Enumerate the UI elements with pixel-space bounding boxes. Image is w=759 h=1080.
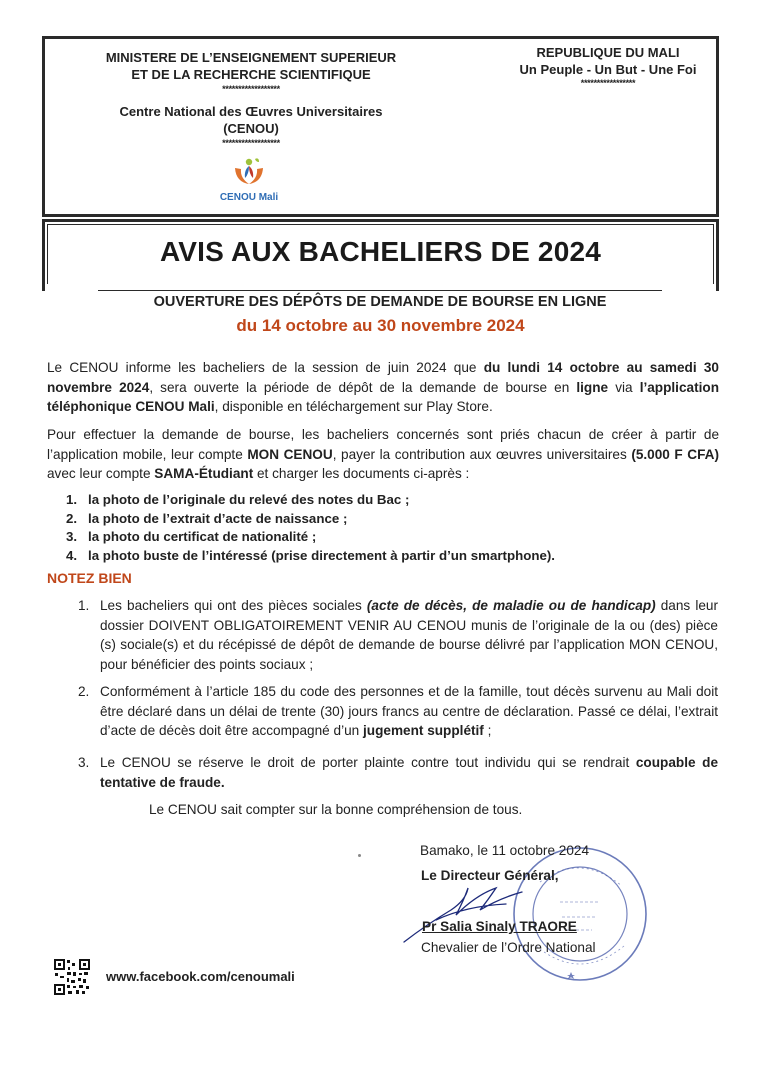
republic-block [498, 44, 718, 88]
p2-bold-2: (5.000 F CFA) [631, 446, 719, 462]
ministry-stars: ****************** [222, 84, 280, 94]
list-item-text: la photo de l’originale du relevé des notes du Bac ; [88, 492, 410, 507]
list-item-number: 2. [66, 510, 78, 526]
note-2-text-2: ; [483, 723, 492, 738]
list-item-number: 3. [66, 529, 78, 544]
p2-bold-3: SAMA-Étudiant [154, 466, 254, 481]
p1-bold-2: ligne [576, 379, 609, 395]
list-item [66, 510, 706, 529]
p2-text-4: et charger les documents ci-après : [253, 466, 470, 481]
note-2-bold: jugement supplétif [363, 723, 484, 738]
note-text [100, 596, 718, 674]
list-item-number: 4. [66, 547, 78, 563]
cenou-logo-icon [232, 156, 266, 186]
list-item [66, 491, 706, 510]
note-text [100, 753, 718, 792]
note-1-text-2: dans leur dossier DOIVENT OBLIGATOIREMENT VENIR AU CENOU munis de l’originale de la ou (des) pièce (s) sociale(s) et du récépissé de dépôt de demande de bourse délivré par l’application MON CENOU, pour bénéficier des points sociaux ; [100, 598, 718, 672]
note-2-text-1: Conformément à l’article 185 du code des personnes et de la famille, tout décès survenu au Mali doit être déclaré dans un délai de trente (30) jours francs au centre de déclaration. Passé ce délai, l’extrait d’acte de décès doit être accompagné d’un [100, 684, 718, 738]
paragraph-2 [47, 425, 719, 484]
p1-text-1: Le CENOU informe les bacheliers de la session de juin 2024 que [47, 360, 484, 375]
note-2 [78, 682, 718, 741]
list-item [66, 528, 706, 547]
note-1-text-1: Les bacheliers qui ont des pièces sociales [100, 598, 367, 613]
note-number: 3. [78, 755, 90, 770]
note-3-text-1: Le CENOU se réserve le droit de porter plainte contre tout individu qui se rendrait [100, 755, 636, 770]
republic-name: REPUBLIQUE DU MALI [536, 45, 680, 60]
p2-text-3: avec leur compte [47, 466, 155, 481]
p2-bold-1: MON CENOU [247, 446, 333, 462]
note-3 [78, 753, 718, 792]
note-1 [78, 596, 718, 674]
p1-bold-3: l’application téléphonique CENOU Mali [47, 379, 719, 414]
centre-name: Centre National des Œuvres Universitaires [119, 104, 383, 119]
qr-code-icon [53, 958, 91, 996]
note-number: 2. [78, 684, 90, 699]
p2-text-1: Pour effectuer la demande de bourse, les bacheliers concernés sont priés chacun de créer à partir de l’application mobile, leur compte [47, 427, 719, 462]
ministry-line-1: MINISTERE DE L’ENSEIGNEMENT SUPERIEUR [105, 50, 397, 65]
director-honor: Chevalier de l’Ordre National [421, 940, 596, 955]
list-item-text: la photo du certificat de nationalité ; [88, 529, 317, 544]
notes-heading: NOTEZ BIEN [47, 570, 132, 586]
p1-text-3: via [608, 379, 640, 395]
p1-bold-1: du lundi 14 octobre au samedi 30 novembre 2024 [47, 360, 719, 395]
closing-text: Le CENOU sait compter sur la bonne compréhension de tous. [149, 802, 523, 817]
dates-range: du 14 octobre au 30 novembre 2024 [236, 316, 525, 335]
list-item-text: la photo buste de l’intéressé (prise directement à partir d’un smartphone). [88, 547, 555, 563]
speck [358, 854, 361, 857]
centre-acronym: (CENOU) [223, 121, 279, 136]
note-3-bold: coupable de tentative de fraude. [100, 755, 719, 790]
cenou-logo [208, 156, 290, 203]
p1-text-2: , sera ouverte la période de dépôt de la demande de bourse en [149, 379, 577, 395]
ministry-line-2: ET DE LA RECHERCHE SCIENTIFIQUE [131, 67, 371, 82]
subtitle: OUVERTURE DES DÉPÔTS DE DEMANDE DE BOURSE EN LIGNE [98, 290, 662, 310]
list-item-text: la photo de l’extrait d’acte de naissance ; [88, 510, 348, 526]
centre-stars: ****************** [222, 138, 280, 148]
note-text [100, 682, 718, 741]
note-1-bold-italic: (acte de décès, de maladie ou de handicap) [366, 598, 656, 613]
note-number: 1. [78, 598, 90, 613]
p1-text-4: , disponible en téléchargement sur Play Store. [214, 399, 493, 414]
p2-text-2: , payer la contribution aux œuvres universitaires [332, 446, 632, 462]
paragraph-1 [47, 358, 719, 417]
place-date: Bamako, le 11 octobre 2024 [420, 843, 590, 858]
list-item-number: 1. [66, 492, 78, 507]
page-title: AVIS AUX BACHELIERS DE 2024 [159, 236, 602, 267]
documents-list [66, 491, 706, 565]
logo-text: CENOU Mali [219, 192, 279, 203]
ministry-block [62, 49, 440, 148]
republic-motto: Un Peuple - Un But - Une Foi [519, 62, 697, 77]
facebook-link[interactable]: www.facebook.com/cenoumali [106, 969, 295, 984]
list-item [66, 547, 706, 566]
director-title: Le Directeur Général, [421, 868, 559, 883]
republic-stars: ***************** [580, 78, 636, 88]
director-name: Pr Salia Sinaly TRAORE [422, 919, 577, 934]
